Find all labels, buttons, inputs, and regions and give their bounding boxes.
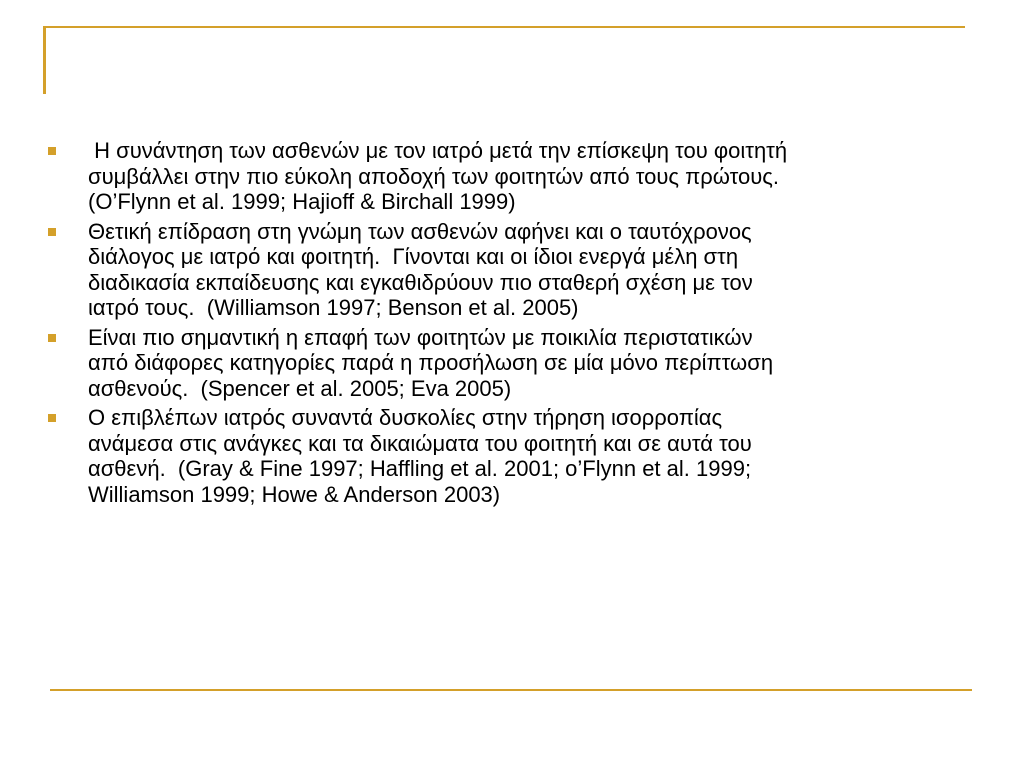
- square-bullet-icon: [48, 147, 56, 155]
- bullet-line: ασθενή. (Gray & Fine 1997; Haffling et al. 2001; o’Flynn et al. 1999;: [88, 456, 752, 481]
- bullet-line: Η συνάντηση των ασθενών με τον ιατρό μετά την επίσκεψη του φοιτητή: [88, 138, 788, 163]
- bullet-text: [88, 325, 948, 402]
- bullet-text: [88, 405, 948, 507]
- bullet-line: Είναι πιο σημαντική η επαφή των φοιτητών με ποικιλία περιστατικών: [88, 324, 753, 350]
- square-bullet-icon: [48, 334, 56, 342]
- bullet-line: Williamson 1999; Howe & Anderson 2003): [88, 481, 501, 507]
- bullet-line: (O’Flynn et al. 1999; Hajioff & Birchall 1999): [88, 189, 516, 214]
- bullet-line: διαδικασία εκπαίδευσης και εγκαθιδρύουν πιο σταθερή σχέση με τον: [88, 269, 753, 295]
- bullet-line: ανάμεσα στις ανάγκες και τα δικαιώματα του φοιτητή και σε αυτά του: [88, 430, 752, 456]
- square-bullet-icon: [48, 228, 56, 236]
- bullet-text: [88, 138, 948, 215]
- bullet-line: Θετική επίδραση στη γνώμη των ασθενών αφήνει και ο ταυτόχρονος: [88, 218, 752, 244]
- frame-bottom-line: [50, 689, 972, 691]
- bullet-line: ιατρό τους. (Williamson 1997; Benson et al. 2005): [88, 295, 579, 320]
- bullet-line: διάλογος με ιατρό και φοιτητή. Γίνονται και οι ίδιοι ενεργά μέλη στη: [88, 244, 739, 269]
- bullet-line: ασθενούς. (Spencer et al. 2005; Eva 2005): [88, 375, 512, 401]
- slide-body: [48, 138, 948, 511]
- bullet-line: από διάφορες κατηγορίες παρά η προσήλωση σε μία μόνο περίπτωση: [88, 350, 774, 375]
- bullet-item: [48, 138, 948, 215]
- bullet-list: [48, 138, 948, 507]
- bullet-item: [48, 219, 948, 321]
- frame-top-line: [43, 26, 965, 28]
- bullet-item: [48, 405, 948, 507]
- frame-left-line: [43, 26, 46, 94]
- square-bullet-icon: [48, 414, 56, 422]
- bullet-line: Ο επιβλέπων ιατρός συναντά δυσκολίες στην τήρηση ισορροπίας: [88, 405, 723, 430]
- bullet-line: συμβάλλει στην πιο εύκολη αποδοχή των φοιτητών από τους πρώτους.: [88, 163, 780, 189]
- bullet-item: [48, 325, 948, 402]
- bullet-text: [88, 219, 948, 321]
